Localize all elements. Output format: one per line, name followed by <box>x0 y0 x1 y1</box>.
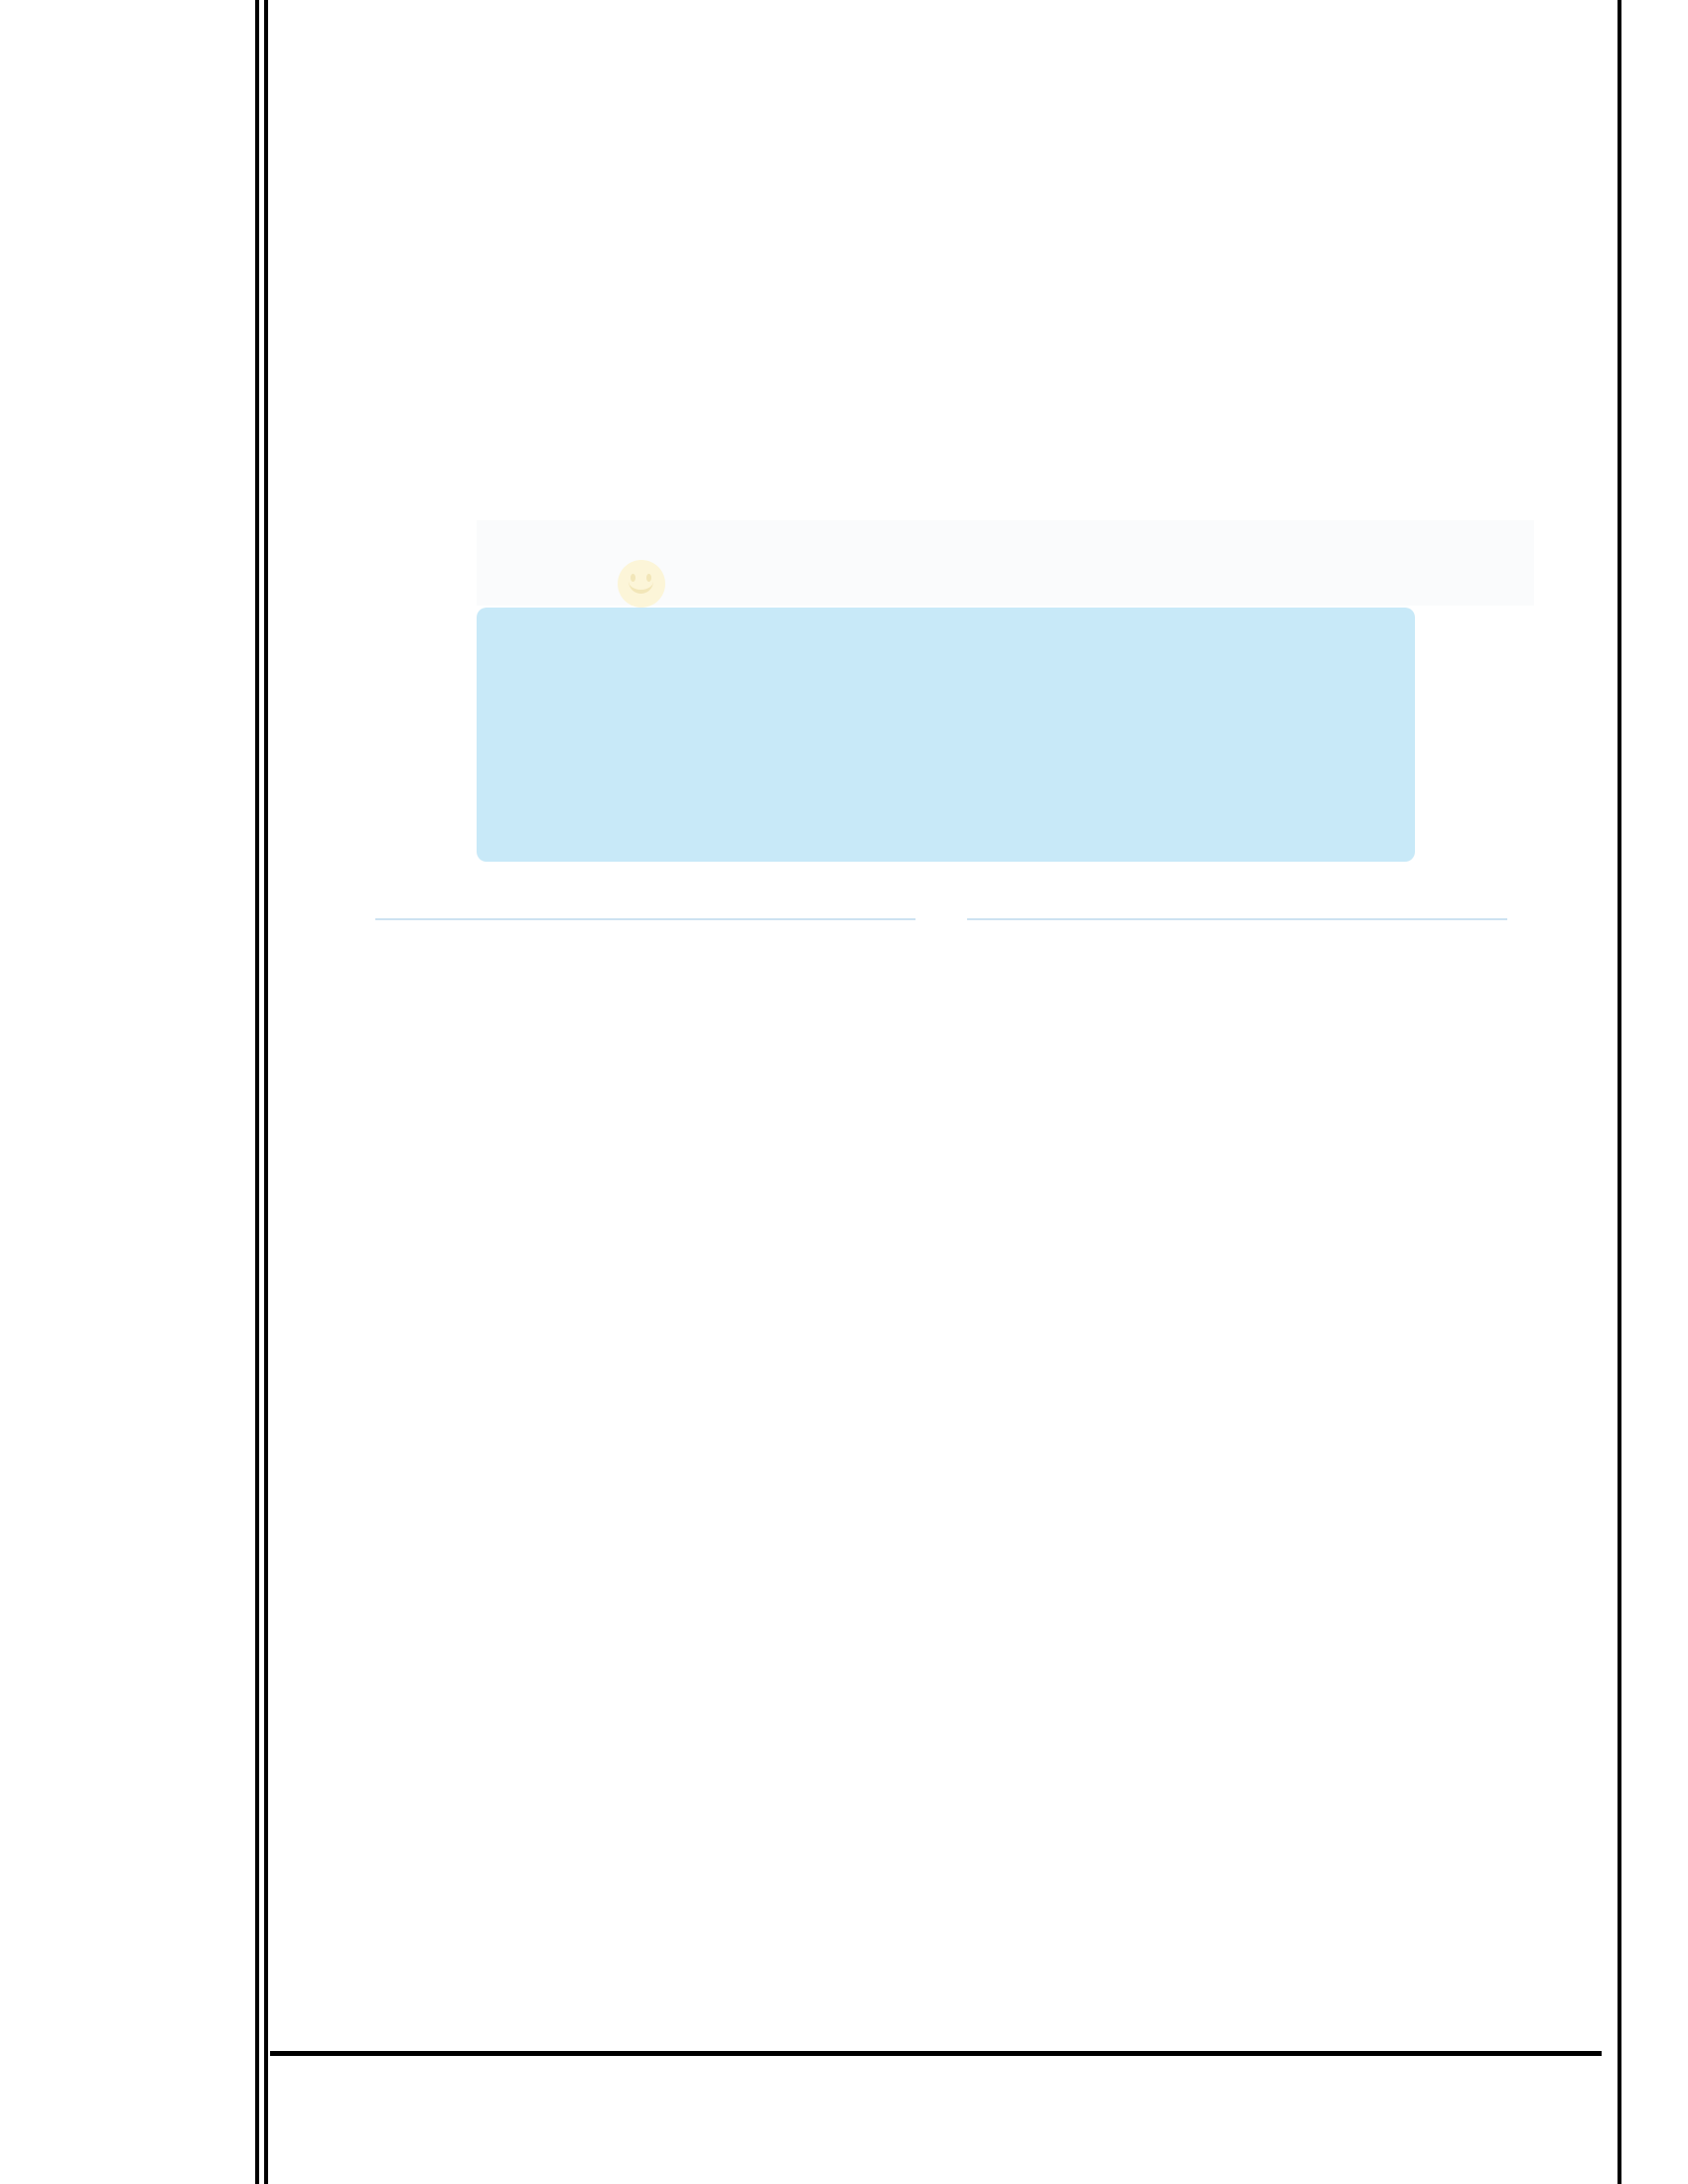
chat-message-text <box>477 608 1415 647</box>
chat-message-bubble <box>477 608 1415 862</box>
footer-rule <box>270 2051 1602 2056</box>
divider-line-left <box>375 918 915 920</box>
right-margin-rule <box>1618 0 1621 2184</box>
chat-screenshot-exhibit <box>367 520 1534 942</box>
left-margin-rule-inner <box>264 0 268 2184</box>
smiley-emoji-icon <box>618 560 665 608</box>
left-margin-rule-outer <box>255 0 259 2184</box>
divider-line-right <box>967 918 1507 920</box>
chat-date-divider <box>375 897 1507 941</box>
